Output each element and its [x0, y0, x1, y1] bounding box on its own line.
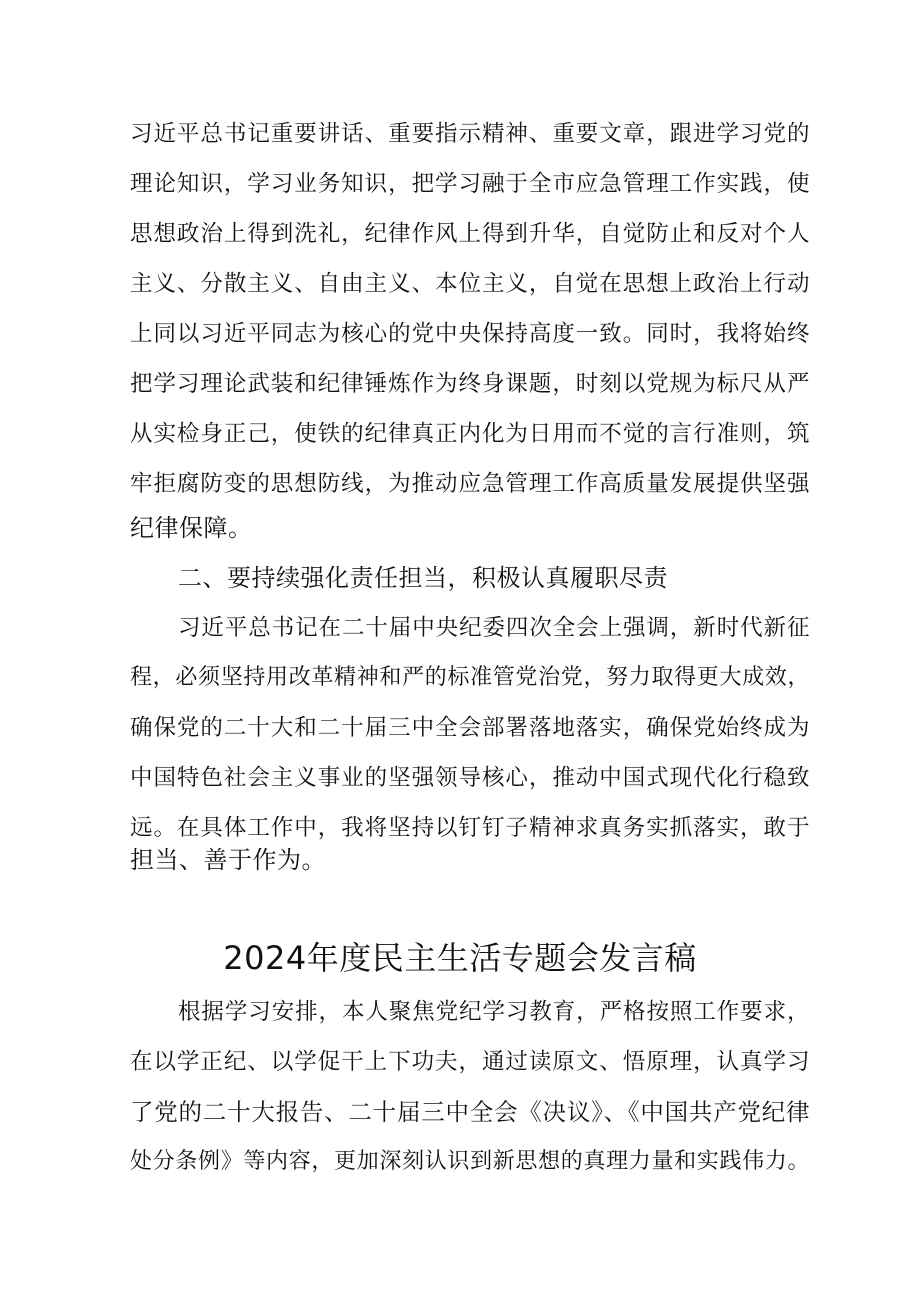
section-heading: 二、要持续强化责任担当，积极认真履职尽责 [178, 564, 668, 592]
paragraph-line: 程，必须坚持用改革精神和严的标准管党治党，努力取得更大成效， [130, 665, 810, 690]
paragraph-line: 把学习理论武装和纪律锤炼作为终身课题，时刻以党规为标尺从严 [130, 371, 810, 397]
paragraph-line: 担当、善于作为。 [130, 846, 326, 874]
paragraph-line: 根据学习安排，本人聚焦党纪学习教育，严格按照工作要求， [178, 999, 810, 1025]
paragraph-line: 远。在具体工作中，我将坚持以钉钉子精神求真务实抓落实，敢于 [130, 815, 810, 841]
paragraph-line: 在以学正纪、以学促干上下功夫，通过读原文、悟原理，认真学习 [130, 1049, 810, 1075]
paragraph-line: 纪律保障。 [130, 514, 253, 542]
paragraph-line: 处分条例》等内容，更加深刻认识到新思想的真理力量和实践伟力。 [130, 1149, 810, 1174]
paragraph-line: 了党的二十大报告、二十届三中全会《决议》、《中国共产党纪律 [130, 1098, 810, 1126]
paragraph-line: 理论知识，学习业务知识，把学习融于全市应急管理工作实践，使 [130, 171, 810, 197]
paragraph-line: 中国特色社会主义事业的坚强领导核心，推动中国式现代化行稳致 [130, 765, 810, 791]
paragraph-line: 主义、分散主义、自由主义、本位主义，自觉在思想上政治上行动 [130, 271, 810, 297]
document-title: 2024年度民主生活专题会发言稿 [223, 939, 697, 977]
paragraph-line: 习近平总书记在二十届中央纪委四次全会上强调，新时代新征 [178, 615, 810, 641]
paragraph-line: 思想政治上得到洗礼，纪律作风上得到升华，自觉防止和反对个人 [130, 221, 810, 247]
paragraph-line: 确保党的二十大和二十届三中全会部署落地落实，确保党始终成为 [130, 715, 810, 741]
paragraph-line: 从实检身正己，使铁的纪律真正内化为日用而不觉的言行准则，筑 [130, 421, 810, 447]
paragraph-line: 牢拒腐防变的思想防线，为推动应急管理工作高质量发展提供坚强 [130, 471, 810, 497]
paragraph-line: 上同以习近平同志为核心的党中央保持高度一致。同时，我将始终 [130, 321, 810, 347]
paragraph-line: 习近平总书记重要讲话、重要指示精神、重要文章，跟进学习党的 [130, 121, 810, 147]
